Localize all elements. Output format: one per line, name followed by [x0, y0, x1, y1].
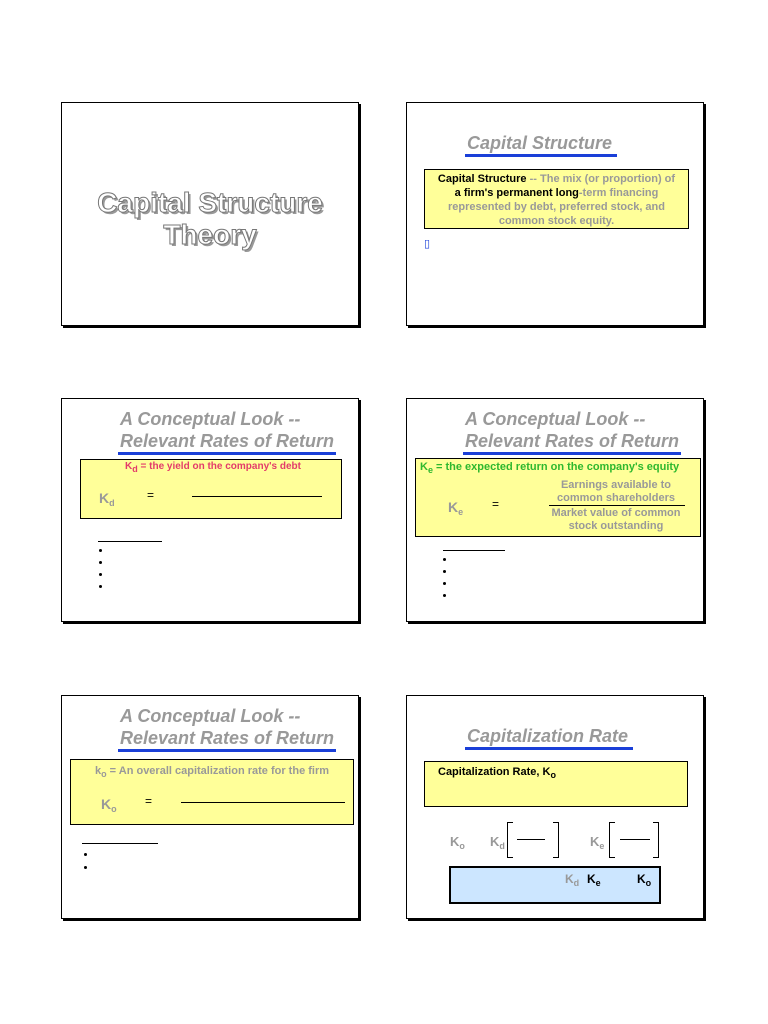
ke-subscript: e: [599, 841, 605, 851]
result-ke-subscript: e: [595, 878, 601, 888]
bullet-icon: ▯: [424, 238, 431, 250]
slide-3: [61, 398, 359, 622]
result-box: [449, 866, 661, 904]
title-line-2: Relevant Rates of Return: [120, 728, 335, 748]
definition-text-2b: -term financing: [578, 187, 659, 199]
right-bracket-1: [553, 822, 559, 858]
formula-equals: =: [492, 497, 500, 511]
result-ke: [587, 872, 601, 888]
bullet: [99, 573, 102, 576]
title-underline: [118, 749, 336, 752]
list-heading-line: [443, 550, 505, 551]
bullet: [99, 561, 102, 564]
k-symbol: k: [95, 765, 102, 777]
result-ko-subscript: o: [645, 878, 652, 888]
fraction-bar: [181, 802, 345, 803]
list-heading-line: [82, 843, 158, 844]
definition-text-4: common stock equity.: [498, 215, 615, 227]
slide-1: [61, 102, 359, 326]
definition-text-1: -- The mix (or proportion) of: [529, 173, 676, 185]
definition-box: [80, 459, 342, 519]
formula-equals: =: [147, 488, 155, 502]
numerator-line-1: Earnings available to: [560, 479, 672, 491]
definition-term: Capital Structure: [437, 173, 527, 185]
formula-k-subscript: e: [458, 507, 464, 517]
formula-k-symbol: K: [99, 490, 110, 506]
result-ko: [637, 872, 651, 888]
fraction-bar-1: [517, 839, 545, 840]
formula-k: [448, 499, 463, 517]
slide-6: [406, 695, 704, 919]
formula-k: [99, 490, 115, 508]
list-heading-line: [98, 541, 162, 542]
title-line-1: A Conceptual Look --: [120, 409, 301, 429]
formula-ke: [590, 834, 604, 851]
definition-subscript: o: [550, 770, 556, 780]
definition-text: Capitalization Rate, K: [438, 766, 551, 778]
slide-3-title: [120, 408, 334, 452]
slide-5-title: [120, 705, 334, 749]
left-bracket-1: [507, 822, 513, 858]
ko-subscript: o: [459, 841, 465, 851]
bullet: [443, 558, 446, 561]
bullet: [443, 582, 446, 585]
denominator: [546, 507, 686, 533]
kd-symbol: K: [490, 834, 500, 849]
definition-text: [420, 461, 679, 475]
slide-5: [61, 695, 359, 919]
definition-text-3: represented by debt, preferred stock, and: [447, 201, 665, 213]
denominator-line-2: stock outstanding: [568, 520, 664, 532]
numerator-line-2: common shareholders: [557, 492, 675, 504]
k-symbol: K: [420, 461, 428, 473]
definition-box: [415, 458, 701, 537]
definition-label: = the yield on the company's debt: [137, 461, 301, 472]
title-underline: [465, 747, 633, 750]
title-line-1: Capital Structure: [97, 187, 323, 218]
result-ko-symbol: K: [637, 872, 646, 886]
definition-box: [70, 759, 354, 825]
left-bracket-2: [609, 822, 615, 858]
fraction-bar: [192, 496, 322, 497]
numerator: [546, 479, 686, 505]
k-subscript: d: [132, 464, 138, 474]
formula-k-symbol: K: [101, 796, 112, 812]
k-symbol: K: [125, 461, 133, 472]
fraction-bar-2: [620, 839, 650, 840]
bullet: [84, 853, 87, 856]
bullet: [99, 549, 102, 552]
fraction-bar: [549, 505, 685, 506]
result-kd-symbol: K: [565, 872, 574, 886]
slide-2: [406, 102, 704, 326]
definition-text: [95, 765, 329, 779]
right-bracket-2: [653, 822, 659, 858]
slide-6-title: Capitalization Rate: [467, 726, 629, 746]
slide-2-title: Capital Structure: [467, 133, 613, 153]
title-underline: [463, 452, 681, 455]
title-line-1: A Conceptual Look --: [120, 706, 301, 726]
ke-symbol: K: [590, 834, 600, 849]
formula-k-subscript: d: [109, 498, 115, 508]
slide-1-title: [62, 187, 358, 251]
bullet: [443, 570, 446, 573]
definition-label: [438, 766, 556, 780]
formula-ko: [450, 834, 465, 851]
ko-symbol: K: [450, 834, 460, 849]
denominator-line-1: Market value of common: [551, 507, 681, 519]
bullet: [99, 585, 102, 588]
definition-text: [125, 461, 301, 474]
definition-box: [424, 761, 688, 807]
bullet: [84, 866, 87, 869]
result-ke-symbol: K: [587, 872, 596, 886]
title-line-1: A Conceptual Look --: [465, 409, 646, 429]
title-underline: [118, 452, 336, 455]
result-kd: [565, 872, 579, 888]
definition-box: [424, 169, 689, 229]
definition-text-2a: a firm's permanent long: [454, 187, 579, 199]
formula-k: [101, 796, 117, 814]
bullet: [443, 594, 446, 597]
k-subscript: o: [101, 769, 107, 779]
formula-kd: [490, 834, 505, 851]
title-underline: [465, 154, 617, 157]
kd-subscript: d: [499, 841, 505, 851]
slide-4-title: [465, 408, 679, 452]
slide-4: [406, 398, 704, 622]
title-line-2: Relevant Rates of Return: [120, 431, 335, 451]
definition-label: = An overall capitalization rate for the firm: [106, 765, 330, 777]
result-kd-subscript: d: [573, 878, 580, 888]
title-line-2: Relevant Rates of Return: [465, 431, 680, 451]
formula-k-symbol: K: [448, 499, 459, 515]
definition-label: = the expected return on the company's equity: [432, 461, 680, 473]
title-line-2: Theory: [163, 219, 257, 250]
formula-k-subscript: o: [111, 804, 117, 814]
k-subscript: e: [427, 465, 433, 475]
formula-equals: =: [145, 794, 153, 808]
